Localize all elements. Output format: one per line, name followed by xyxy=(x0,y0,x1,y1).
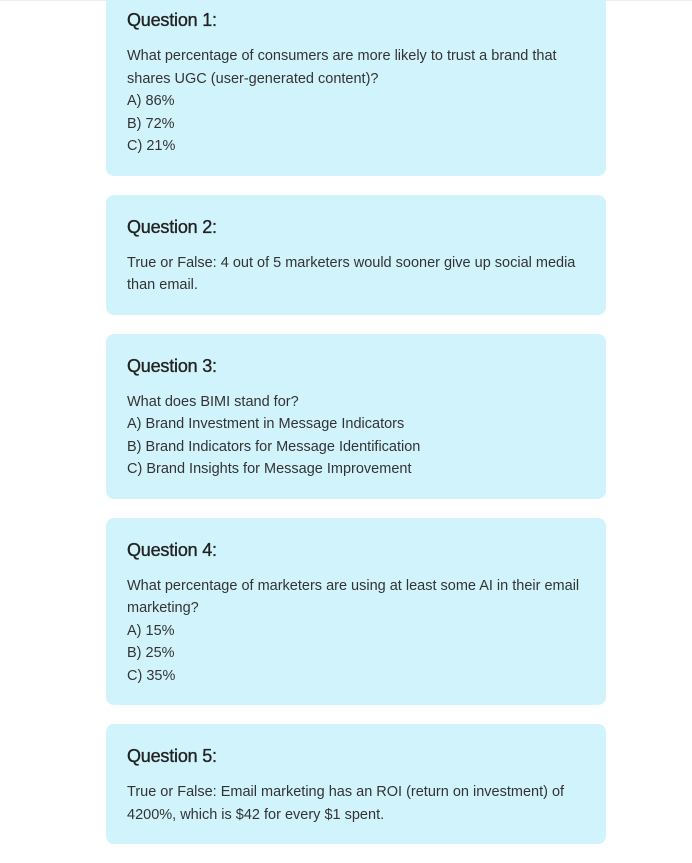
answer-option-a: A) 15% xyxy=(127,622,175,639)
question-title: Question 3: xyxy=(127,355,217,376)
answer-option-c: C) 35% xyxy=(127,667,176,684)
answer-option-a: A) 86% xyxy=(127,93,175,109)
question-card-3 xyxy=(106,334,606,499)
question-prompt: What does BIMI stand for? xyxy=(127,393,299,410)
question-prompt: What percentage of consumers are more likely to trust a brand that shares UGC (user-generated content)? xyxy=(127,48,557,87)
question-card-5 xyxy=(106,724,606,844)
question-card-2 xyxy=(106,195,606,315)
answer-option-a: A) Brand Investment in Message Indicators xyxy=(127,416,405,432)
answer-option-c: C) 21% xyxy=(127,138,176,154)
question-card-1 xyxy=(106,0,606,176)
question-prompt: True or False: Email marketing has an ROI (return on investment) of 4200%, which is $42 for every $1 spent. xyxy=(127,784,565,823)
quiz-question-list xyxy=(106,0,606,863)
question-card-4 xyxy=(106,518,606,706)
question-title: Question 2: xyxy=(127,216,217,237)
answer-option-b: B) Brand Indicators for Message Identification xyxy=(127,438,421,455)
question-prompt: True or False: 4 out of 5 marketers would sooner give up social media than email. xyxy=(127,254,576,293)
answer-option-b: B) 72% xyxy=(127,115,175,132)
question-title: Question 1: xyxy=(127,10,217,30)
answer-option-b: B) 25% xyxy=(127,645,175,661)
question-title: Question 4: xyxy=(127,539,217,560)
answer-option-c: C) Brand Insights for Message Improvement xyxy=(127,461,412,477)
question-prompt: What percentage of marketers are using at least some AI in their email marketing? xyxy=(127,577,580,616)
question-title: Question 5: xyxy=(127,746,217,766)
